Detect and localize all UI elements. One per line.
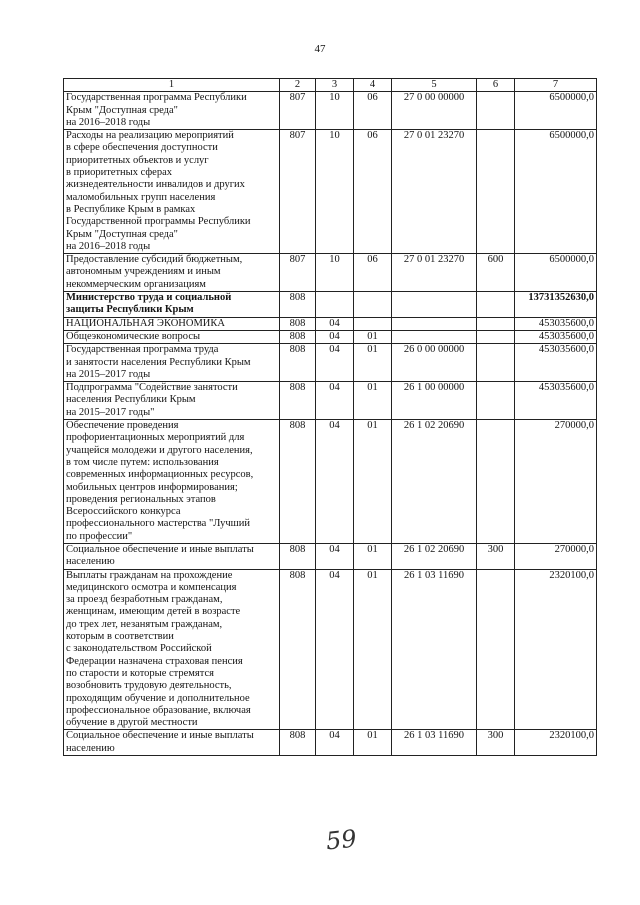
section-code-cell: 04: [316, 317, 354, 330]
table-row: [64, 382, 597, 420]
expense-type-code-cell: 300: [477, 543, 515, 569]
subsection-code-cell: 06: [354, 92, 392, 130]
section-code-cell: 04: [316, 330, 354, 343]
row-name-cell: Социальное обеспечение и иные выплаты населению: [64, 730, 280, 756]
section-code-cell: [316, 292, 354, 318]
expense-type-code-cell: [477, 569, 515, 730]
header-cell: 1: [64, 79, 280, 92]
table-row: [64, 254, 597, 292]
expense-type-code-cell: [477, 344, 515, 382]
amount-cell: 6500000,0: [515, 92, 597, 130]
target-code-cell: 26 1 03 11690: [392, 730, 477, 756]
header-cell: 3: [316, 79, 354, 92]
row-name-cell: Государственная программа труда и занятости населения Республики Крым на 2015–2017 годы: [64, 344, 280, 382]
subsection-code-cell: 06: [354, 130, 392, 254]
section-code-cell: 04: [316, 569, 354, 730]
table-body: [64, 92, 597, 756]
expense-type-code-cell: [477, 292, 515, 318]
expense-type-code-cell: [477, 92, 515, 130]
target-code-cell: 27 0 01 23270: [392, 254, 477, 292]
target-code-cell: 26 1 00 00000: [392, 382, 477, 420]
budget-table: [63, 78, 597, 756]
row-name-cell: Социальное обеспечение и иные выплаты населению: [64, 543, 280, 569]
row-name-cell: Государственная программа Республики Крым "Доступная среда" на 2016–2018 годы: [64, 92, 280, 130]
amount-cell: 453035600,0: [515, 382, 597, 420]
ministry-code-cell: 807: [280, 130, 316, 254]
amount-cell: 6500000,0: [515, 254, 597, 292]
ministry-code-cell: 808: [280, 420, 316, 544]
row-name-cell: НАЦИОНАЛЬНАЯ ЭКОНОМИКА: [64, 317, 280, 330]
amount-cell: 2320100,0: [515, 730, 597, 756]
table-row: [64, 317, 597, 330]
row-name-cell: Расходы на реализацию мероприятий в сфере обеспечения доступности приоритетных объектов и услуг в приоритетных сферах жизнедеятельности инвалидов и других маломобильных групп населения в Республике Крым в рамках Государственной программы Республики Крым "Доступная среда" на 2016–2018 годы: [64, 130, 280, 254]
target-code-cell: 27 0 01 23270: [392, 130, 477, 254]
ministry-code-cell: 807: [280, 92, 316, 130]
target-code-cell: [392, 292, 477, 318]
section-code-cell: 10: [316, 92, 354, 130]
target-code-cell: 26 1 02 20690: [392, 543, 477, 569]
row-name-cell: Обеспечение проведения профориентационных мероприятий для учащейся молодежи и другого населения, в том числе путем: использования современных информационных ресурсов, мобильных центров информирования; проведения региональных этапов Всероссийского конкурса профессионального мастерства "Лучший по профессии": [64, 420, 280, 544]
target-code-cell: 26 1 02 20690: [392, 420, 477, 544]
table-row: [64, 420, 597, 544]
expense-type-code-cell: 300: [477, 730, 515, 756]
ministry-code-cell: 808: [280, 569, 316, 730]
row-name-cell: Министерство труда и социальной защиты Республики Крым: [64, 292, 280, 318]
subsection-code-cell: 06: [354, 254, 392, 292]
table-row: [64, 344, 597, 382]
expense-type-code-cell: [477, 420, 515, 544]
amount-cell: 270000,0: [515, 543, 597, 569]
table-row: [64, 92, 597, 130]
table-row: [64, 569, 597, 730]
row-name-cell: Общеэкономические вопросы: [64, 330, 280, 343]
target-code-cell: [392, 317, 477, 330]
amount-cell: 270000,0: [515, 420, 597, 544]
expense-type-code-cell: [477, 382, 515, 420]
ministry-code-cell: 808: [280, 317, 316, 330]
ministry-code-cell: 808: [280, 382, 316, 420]
expense-type-code-cell: [477, 130, 515, 254]
header-row: [64, 79, 597, 92]
subsection-code-cell: 01: [354, 730, 392, 756]
expense-type-code-cell: 600: [477, 254, 515, 292]
amount-cell: 13731352630,0: [515, 292, 597, 318]
target-code-cell: [392, 330, 477, 343]
header-cell: 4: [354, 79, 392, 92]
subsection-code-cell: 01: [354, 330, 392, 343]
expense-type-code-cell: [477, 330, 515, 343]
amount-cell: 453035600,0: [515, 317, 597, 330]
expense-type-code-cell: [477, 317, 515, 330]
ministry-code-cell: 808: [280, 292, 316, 318]
row-name-cell: Выплаты гражданам на прохождение медицинского осмотра и компенсация за проезд безработным гражданам, женщинам, имеющим детей в возрасте до трех лет, незанятым гражданам, которым в соответствии с законодательством Российской Федерации назначена страховая пенсия по старости и которые стремятся возобновить трудовую деятельность, проходящим обучение и дополнительное профессиональное образование, включая обучение в другой местности: [64, 569, 280, 730]
subsection-code-cell: 01: [354, 543, 392, 569]
section-code-cell: 04: [316, 420, 354, 544]
section-code-cell: 04: [316, 382, 354, 420]
ministry-code-cell: 807: [280, 254, 316, 292]
header-cell: 2: [280, 79, 316, 92]
amount-cell: 2320100,0: [515, 569, 597, 730]
target-code-cell: 26 0 00 00000: [392, 344, 477, 382]
page-number: 47: [314, 43, 326, 55]
table-row: [64, 292, 597, 318]
header-cell: 5: [392, 79, 477, 92]
table-row: [64, 330, 597, 343]
subsection-code-cell: [354, 292, 392, 318]
ministry-code-cell: 808: [280, 344, 316, 382]
section-code-cell: 10: [316, 130, 354, 254]
table-header: [64, 79, 597, 92]
amount-cell: 453035600,0: [515, 330, 597, 343]
target-code-cell: 26 1 03 11690: [392, 569, 477, 730]
subsection-code-cell: 01: [354, 344, 392, 382]
subsection-code-cell: 01: [354, 420, 392, 544]
subsection-code-cell: 01: [354, 382, 392, 420]
subsection-code-cell: 01: [354, 569, 392, 730]
ministry-code-cell: 808: [280, 730, 316, 756]
section-code-cell: 04: [316, 344, 354, 382]
table-row: [64, 543, 597, 569]
amount-cell: 453035600,0: [515, 344, 597, 382]
ministry-code-cell: 808: [280, 543, 316, 569]
table-row: [64, 730, 597, 756]
subsection-code-cell: [354, 317, 392, 330]
ministry-code-cell: 808: [280, 330, 316, 343]
row-name-cell: Предоставление субсидий бюджетным, автономным учреждениям и иным некоммерческим организациям: [64, 254, 280, 292]
target-code-cell: 27 0 00 00000: [392, 92, 477, 130]
row-name-cell: Подпрограмма "Содействие занятости населения Республики Крым на 2015–2017 годы": [64, 382, 280, 420]
header-cell: 7: [515, 79, 597, 92]
section-code-cell: 04: [316, 730, 354, 756]
handwritten-page-mark: 59: [324, 824, 358, 856]
amount-cell: 6500000,0: [515, 130, 597, 254]
header-cell: 6: [477, 79, 515, 92]
section-code-cell: 04: [316, 543, 354, 569]
section-code-cell: 10: [316, 254, 354, 292]
table-row: [64, 130, 597, 254]
